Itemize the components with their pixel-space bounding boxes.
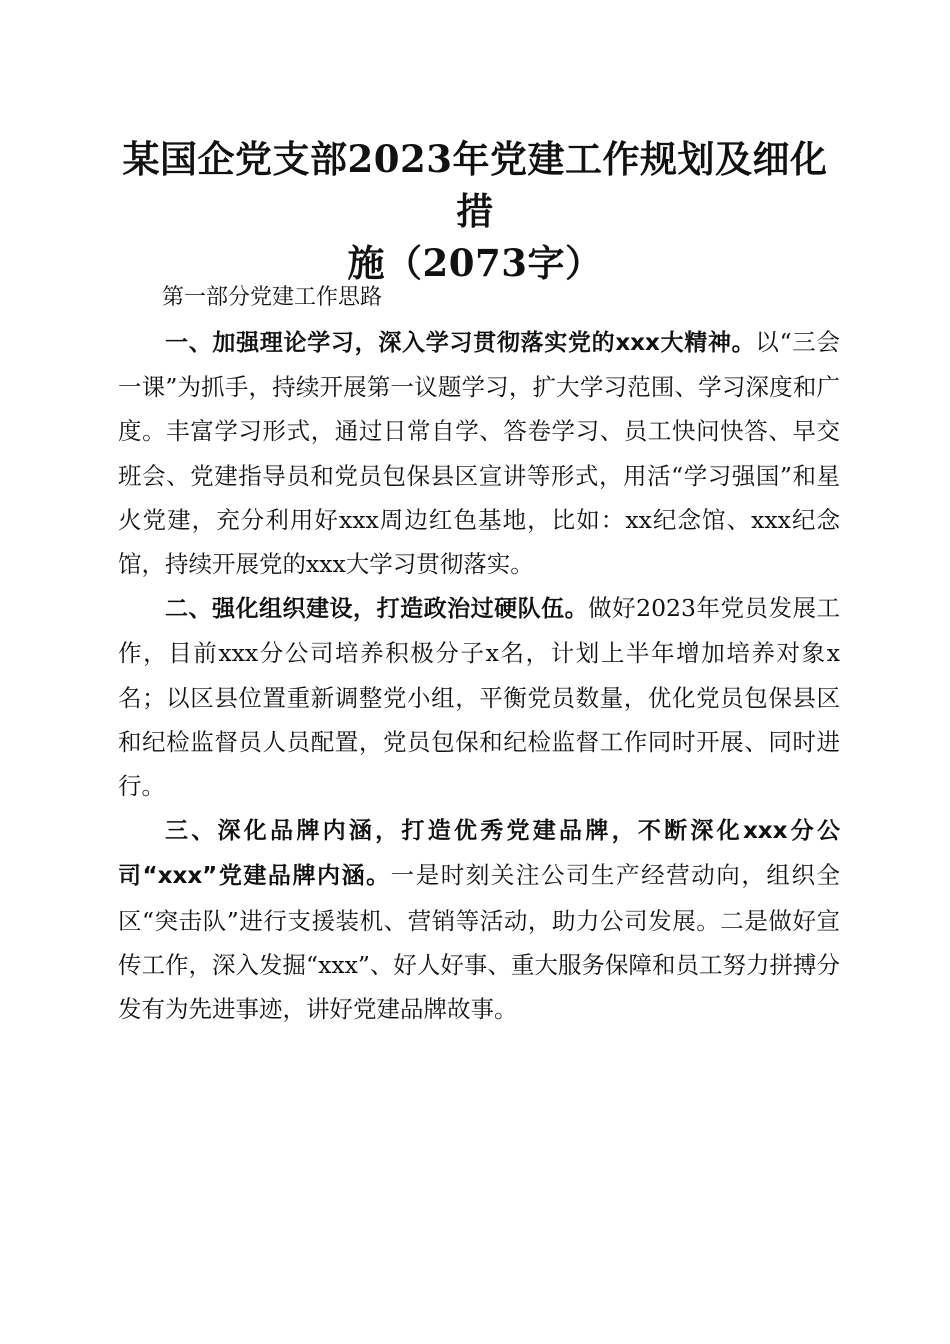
- paragraph-3-text: 一是时刻关注公司生产经营动向，组织全区“突击队”进行支援装机、营销等活动，助力公司发展。二是做好宣传工作，深入发掘“xxx”、好人好事、重大服务保障和员工努力拼搏分发有为先进事迹，讲好党建品牌故事。: [118, 861, 840, 1024]
- paragraph-1-text: 以“三会一课”为抓手，持续开展第一议题学习，扩大学习范围、学习深度和广度。丰富学习形式，通过日常自学、答卷学习、员工快问快答、早交班会、党建指导员和党员包保县区宣讲等形式，用活“学习强国”和星火党建，充分利用好xxx周边红色基地，比如：xx纪念馆、xxx纪念馆，持续开展党的xxx大学习贯彻落实。: [118, 328, 840, 579]
- title-line-2: 施（2073字）: [347, 241, 603, 285]
- paragraph-2-text: 做好2023年党员发展工作，目前xxx分公司培养积极分子x名，计划上半年增加培养对象x名；以区县位置重新调整党小组，平衡党员数量，优化党员包保县区和纪检监督员人员配置，党员包保和纪检监督工作同时开展、同时进行。: [118, 594, 841, 801]
- document-title: [110, 133, 840, 289]
- paragraph-1: [118, 320, 840, 586]
- section-label: 第一部分党建工作思路: [162, 285, 383, 310]
- paragraph-2: [118, 586, 840, 808]
- paragraph-3: [118, 808, 840, 1031]
- paragraph-1-heading: 一、加强理论学习，深入学习贯彻落实党的xxx大精神。: [165, 330, 756, 356]
- document-body: [118, 276, 840, 1031]
- paragraph-2-heading: 二、强化组织建设，打造政治过硬队伍。: [165, 596, 589, 623]
- paragraph-3-heading: 三、深化品牌内涵，打造优秀党建品牌，不断深化xxx分公司“xxx”党建品牌内涵。: [118, 818, 840, 890]
- title-line-1: 某国企党支部2023年党建工作规划及细化措: [122, 137, 828, 233]
